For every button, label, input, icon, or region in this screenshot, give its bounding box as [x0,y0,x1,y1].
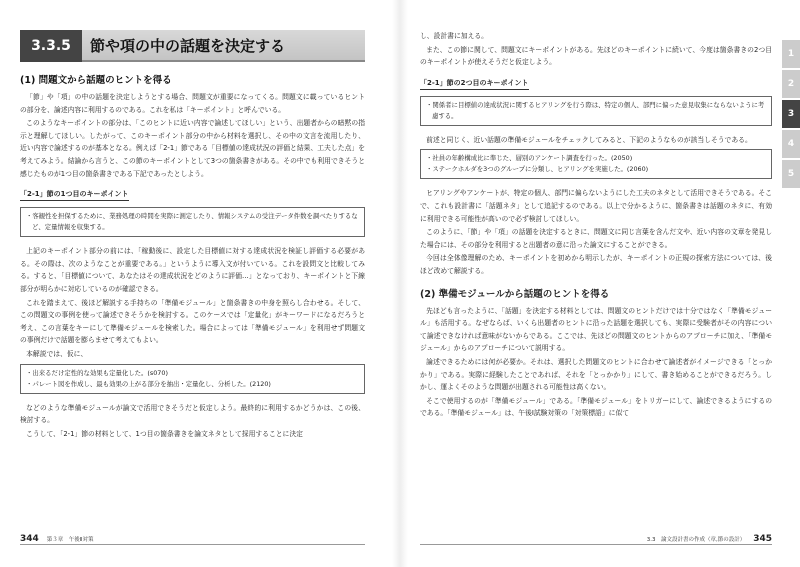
subheading-2: (2) 準備モジュールから話題のヒントを得る [420,288,610,300]
paragraph: そこで使用するのが「準備モジュール」である。「準備モジュール」をトリガーにして、論述できるようにするのである。「準備モジュール」は、午後Ⅰ試験対策の「対策標語」に似て [420,396,772,418]
box-line: ・客観性を担保するために、業務処理の時間を実際に測定したり、情報システムの受注データ件数を調べたりするなど、定量情報を収集する。 [26,212,358,232]
paragraph: 本解説では、仮に、 [26,349,88,358]
box-line: ・パレート図を作成し、最も効果の上がる部分を抽出・定量化し、分析した。(2120) [26,379,271,388]
keypoint-label: 「2-1」節の2つ目のキーポイント [420,78,529,90]
paragraph: 「節」や「項」の中の話題を決定しようとする場合、問題文が重要になってくる。問題文に載っているヒントの部分を、論述内容に利用するのである。これを私は「キーポイント」と呼んでいる。 [20,93,365,114]
section-number: 3.3.5 [20,30,82,62]
right-page [420,30,772,421]
paragraph: このようなキーポイントの部分は、「このヒントに近い内容で論述してほしい」という、出題者からの暗黙の指示と理解してほしい。したがって、このキーポイント部分の中から材料を選択し、その中の文言を流用したり、近い内容で論述するのが基本となる。例えば「2-1」節である「目標値の達成状況の評価と結果、工夫した点」を考えてみよう。結論から言うと、この節のキーポイントとして3つの箇条書きがある。その中でも利用できそうと感じたものが1つ目の箇条書きである下記であったとしよう。 [20,119,365,178]
chapter-tab-2[interactable]: 2 [782,70,800,98]
subheading-1: (1) 問題文から話題のヒントを得る [20,75,172,86]
paragraph: 論述できるためには何が必要か。それは、選択した問題文のヒントに合わせて論述者がイメージできる「とっかかり」である。実際に経験したことであれば、それを「とっかかり」にして、書き始めることができるだろう。しかし、運よくそのような問題が出題される可能性は高くない。 [420,357,772,392]
keypoint-label: 「2-1」節の1つ目のキーポイント [20,189,129,201]
paragraph: 上記のキーポイント部分の前には、「稼動後に、設定した目標値に対する達成状況を検証し評価する必要がある。その際は、次のようなことが重要である。」というように導入文が付いている。これを設問文と比較してみる。すると、「目標値について、あなたはその達成状況をどのように評価…」となっており、キーポイントと下線部分が明らかに対応しているのが確認できる。 [20,247,365,293]
keypoint-box [420,96,772,126]
box-line: ・関係者に目標値の達成状況に関するヒアリングを行う際は、特定の個人、部門に偏った意見収集にならないように考慮する。 [426,100,765,120]
page-number-right: 345 [753,534,772,544]
box-line: ・ステークホルダを3つのグループに分類し、ヒアリングを実施した。(2060) [426,165,649,174]
gutter [392,0,408,567]
paragraph: こうして、「2-1」節の材料として、1つ目の箇条書きを論文ネタとして採用することに決定 [26,429,303,438]
chapter-tab-4[interactable]: 4 [782,130,800,158]
section-header [20,30,365,62]
box-line: ・出来るだけ定性的な効果も定量化した。(s070) [26,368,168,377]
box-line: ・社員の年齢構成比に準じた、層別のアンケート調査を行った。(2050) [426,154,633,163]
chapter-tab-1[interactable]: 1 [782,40,800,68]
paragraph: 先ほども言ったように、「話題」を決定する材料としては、問題文のヒントだけでは十分ではなく「準備モジュール」も活用する。なぜならば、いくら出題者のヒントに沿った話題を選択しても、実際に受験者がその内容について論述できなければ意味がないからである。ここでは、先ほどの問題文のヒントからのアプローチに加え、「準備モジュール」からのアプローチについて説明する。 [420,306,772,353]
paragraph: などのような準備モジュールが論文で活用できそうだと仮定しよう。最終的に利用するかどうかは、この後、検討する。 [20,403,365,425]
chapter-label-right: 3.3 論文設計書の作成（章,節の設計） [646,537,746,543]
chapter-label-left: 第３章 午後Ⅱ対策 [46,537,94,543]
left-footer [20,531,365,545]
chapter-tabs [782,40,800,190]
paragraph: これを踏まえて、後ほど解説する手持ちの「準備モジュール」と箇条書きの中身を照らし合わせる。そして、この問題文の事例を使って論述できそうかを検討する。このケースでは「定量化」がキーワードになるだろうと考え、この言葉をキーにして準備モジュールを検索した。場合によっては「準備モジュール」を利用せず問題文の事例だけで話題を膨らませて考えてもよい。 [20,298,365,345]
paragraph: ヒアリングやアンケートが、特定の個人、部門に偏らないようにした工夫のネタとして活用できそうである。そこで、これも設計書に「話題ネタ」として追記するのである。以上で分かるように、箇条書きは話題のネタに、有効に利用できる可能性が高いので必ず検討してほしい。 [420,189,772,223]
paragraph: し、設計書に加える。 [420,32,488,40]
module-box [20,364,365,394]
module-box [420,149,772,179]
paragraph: また、この節に関して、問題文にキーポイントがある。先ほどのキーポイントに続いて、今度は箇条書きの2つ目のキーポイントが使えそうだと仮定しよう。 [420,45,772,67]
right-footer [420,531,772,545]
chapter-tab-5[interactable]: 5 [782,160,800,188]
section-title: 節や項の中の話題を決定する [82,30,365,62]
paragraph: このように、「節」や「項」の話題を決定するときに、問題文に同じ言葉を含んだ文や、近い内容の文章を発見した場合には、その部分を利用すると出題者の意に沿った論文にすることができる。 [420,228,772,249]
chapter-tab-3[interactable]: 3 [782,100,800,128]
paragraph: 今回は全体像理解のため、キーポイントを初めから明示したが、キーポイントの正規の探索方法については、後ほど改めて解説する。 [420,254,772,275]
left-page [20,30,365,441]
page-number-left: 344 [20,534,39,544]
paragraph: 前述と同じく、近い話題の準備モジュールをチェックしてみると、下記のようなものが該当しそうである。 [426,135,752,144]
keypoint-box [20,207,365,237]
